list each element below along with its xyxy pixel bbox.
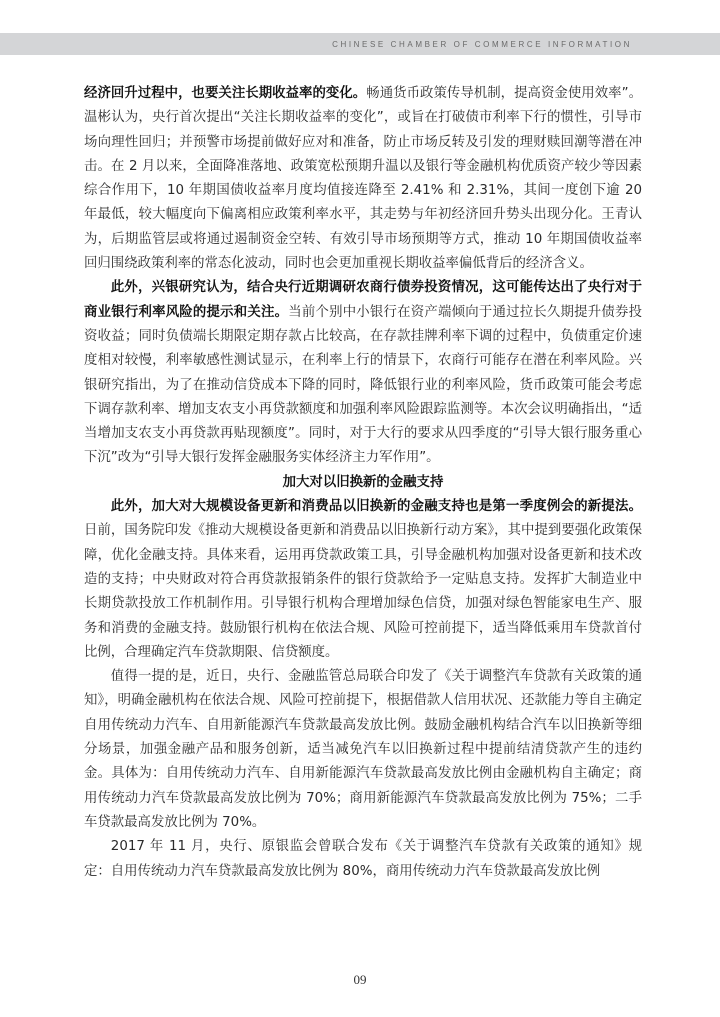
- running-header: CHINESE CHAMBER OF COMMERCE INFORMATION: [332, 40, 632, 49]
- paragraph-3: [84, 495, 642, 665]
- paragraph-2-lead: 此外，兴银研究认为，结合央行近期调研农商行债券投资情况，这可能传达出了央行对于商业银行利率风险的提示和关注。: [84, 280, 642, 320]
- paragraph-2: [84, 276, 642, 470]
- paragraph-3-text: 日前，国务院印发《推动大规模设备更新和消费品以旧换新行动方案》，其中提到要强化政策保障，优化金融支持。具体来看，运用再贷款政策工具，引导金融机构加强对设备更新和技术改造的支持；中央财政对符合再贷款报销条件的银行贷款给予一定贴息支持。发挥扩大制造业中长期贷款投放工作机制作用。引导银行机构合理增加绿色信贷，加强对绿色智能家电生产、服务和消费的金融支持。鼓励银行机构在依法合规、风险可控前提下，适当降低乘用车贷款首付比例，合理确定汽车贷款期限、信贷额度。: [84, 523, 642, 660]
- paragraph-4: 值得一提的是，近日，央行、金融监管总局联合印发了《关于调整汽车贷款有关政策的通知》，明确金融机构在依法合规、风险可控前提下，根据借款人信用状况、还款能力等自主确定自用传统动力汽车、自用新能源汽车贷款最高发放比例。鼓励金融机构结合汽车以旧换新等细分场景，加强金融产品和服务创新，适当减免汽车以旧换新过程中提前结清贷款产生的违约金。具体为：自用传统动力汽车、自用新能源汽车贷款最高发放比例由金融机构自主确定；商用传统动力汽车贷款最高发放比例为 70%；商用新能源汽车贷款最高发放比例为 75%；二手车贷款最高发放比例为 70%。: [84, 669, 642, 830]
- paragraph-1: [84, 82, 642, 276]
- paragraph-1-text: 畅通货币政策传导机制，提高资金使用效率”。温彬认为，央行首次提出“关注长期收益率的变化”，或旨在打破债市利率下行的惯性，引导市场向理性回归；并预警市场提前做好应对和准备，防止市场反转及引发的理财赎回潮等潜在冲击。在 2 月以来，全面降准落地、政策宽松预期升温以及银行等金融机构优质资产较少等因素综合作用下，10 年期国债收益率月度均值接连降至 2.41% 和 2.31%，其间一度创下逾 20 年最低，较大幅度向下偏离相应政策利率水平，其走势与年初经济回升势头出现分化。王青认为，后期监管层或将通过遏制资金空转、有效引导市场预期等方式，推动 10 年期国债收益率回归围绕政策利率的常态化波动，同时也会更加重视长期收益率偏低背后的经济含义。: [84, 86, 642, 272]
- paragraph-1-lead: 经济回升过程中，也要关注长期收益率的变化。: [84, 86, 367, 101]
- paragraph-3-lead: 此外，加大对大规模设备更新和消费品以旧换新的金融支持也是第一季度例会的新提法。: [110, 499, 642, 515]
- page-number: 09: [353, 972, 367, 987]
- section-subheading: 加大对以旧换新的金融支持: [282, 474, 444, 490]
- paragraph-2-text: 当前个别中小银行在资产端倾向于通过拉长久期提升债券投资收益；同时负债端长期限定期存款占比较高，在存款挂牌利率下调的过程中，负债重定价速度相对较慢，利率敏感性测试显示，在利率上行的情景下，农商行可能存在潜在利率风险。兴银研究指出，为了在推动信贷成本下降的同时，降低银行业的利率风险，货币政策可能会考虑下调存款利率、增加支农支小再贷款额度和加强利率风险跟踪监测等。本次会议明确指出，“适当增加支农支小再贷款再贴现额度”。同时，对于大行的要求从四季度的“引导大银行服务重心下沉”改为“引导大银行发挥金融服务实体经济主力军作用”。: [84, 304, 643, 466]
- paragraph-5: 2017 年 11 月，央行、原银监会曾联合发布《关于调整汽车贷款有关政策的通知》规定：自用传统动力汽车贷款最高发放比例为 80%，商用传统动力汽车贷款最高发放比例: [84, 839, 642, 879]
- article-body: [84, 82, 642, 884]
